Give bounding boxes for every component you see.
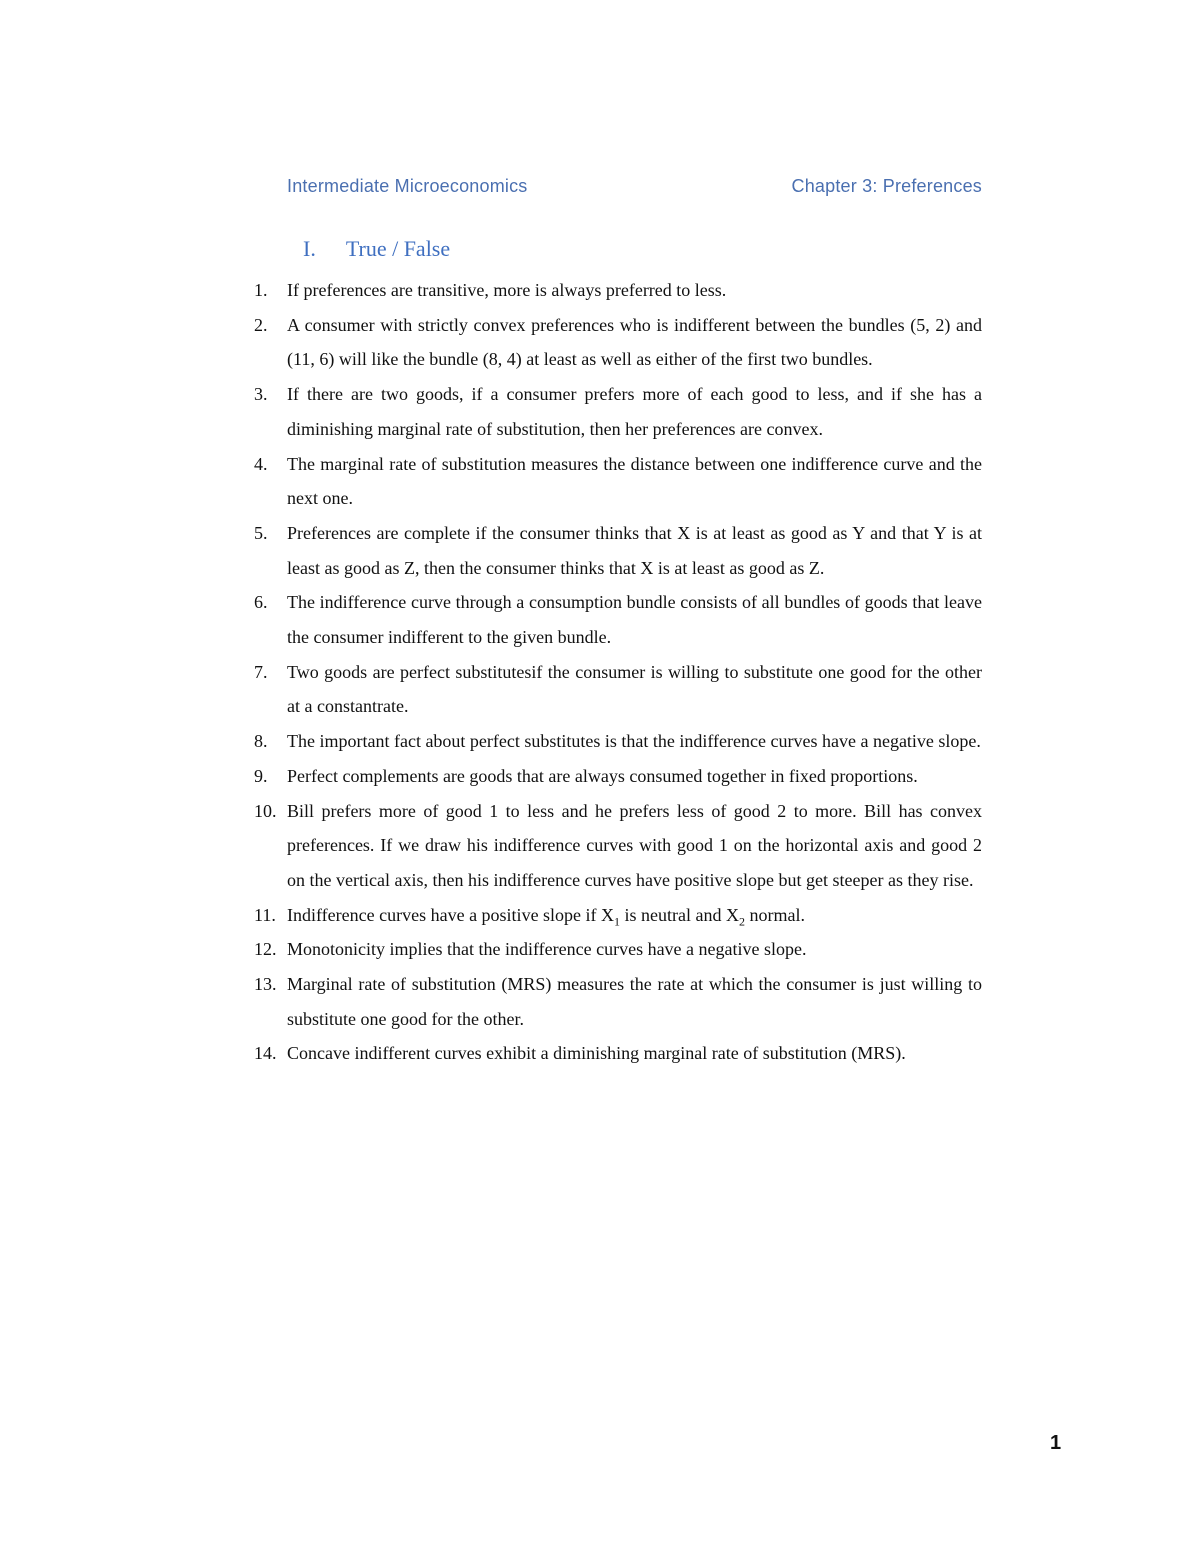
- question-item: [254, 585, 982, 654]
- question-text: Bill prefers more of good 1 to less and he prefers less of good 2 to more. Bill has convex preferences. If we draw his indifference curves with good 1 on the horizontal axis and good 2 on the vertical axis, then his indifference curves have positive slope but get steeper as they rise.: [287, 800, 982, 890]
- header-chapter-title: Chapter 3: Preferences: [791, 176, 982, 196]
- section-heading: [303, 236, 450, 262]
- question-number: 10.: [254, 800, 277, 821]
- question-item: [254, 377, 982, 446]
- question-text-part: Indifference curves have a positive slope if X: [287, 904, 615, 925]
- question-number: 9.: [254, 765, 268, 786]
- question-text: [287, 898, 982, 933]
- question-item: [254, 273, 982, 308]
- question-text: If preferences are transitive, more is always preferred to less.: [287, 280, 727, 300]
- question-number: 5.: [254, 522, 268, 543]
- question-number: 2.: [254, 314, 268, 335]
- question-item: [254, 967, 982, 1036]
- question-list: [254, 273, 982, 1071]
- question-item: [254, 759, 982, 794]
- question-item: [254, 898, 982, 933]
- page-header: [287, 176, 982, 197]
- question-number: 12.: [254, 939, 277, 960]
- question-number: 1.: [254, 280, 268, 300]
- question-number: 14.: [254, 1043, 277, 1064]
- question-item: [254, 447, 982, 516]
- section-title: True / False: [345, 236, 451, 261]
- question-text: Two goods are perfect substitutesif the consumer is willing to substitute one good for the other at a constantrate.: [287, 661, 982, 717]
- question-text: Concave indifferent curves exhibit a diminishing marginal rate of substitution (MRS).: [287, 1043, 906, 1064]
- question-text-part: is neutral and X: [620, 904, 740, 925]
- question-number: 7.: [254, 661, 268, 682]
- section-number: I.: [303, 236, 316, 261]
- question-text: A consumer with strictly convex preferences who is indifferent between the bundles (5, 2) and (11, 6) will like the bundle (8, 4) at least as well as either of the first two bundles.: [287, 314, 982, 370]
- question-text: Marginal rate of substitution (MRS) measures the rate at which the consumer is just willing to substitute one good for the other.: [287, 974, 982, 1029]
- question-text: Perfect complements are goods that are always consumed together in fixed proportions.: [287, 765, 918, 786]
- question-number: 8.: [254, 731, 268, 752]
- subscript: 2: [739, 914, 746, 929]
- question-text: The marginal rate of substitution measures the distance between one indifference curve and the next one.: [287, 453, 982, 509]
- question-number: 6.: [254, 592, 268, 613]
- question-item: [254, 308, 982, 377]
- question-item: [254, 1036, 982, 1071]
- question-text: Monotonicity implies that the indifference curves have a negative slope.: [287, 939, 807, 960]
- question-item: [254, 794, 982, 898]
- question-text: Preferences are complete if the consumer thinks that X is at least as good as Y and that Y is at least as good as Z, then the consumer thinks that X is at least as good as Z.: [287, 522, 982, 578]
- question-number: 13.: [254, 974, 277, 995]
- question-item: [254, 932, 982, 967]
- question-text-part: normal.: [745, 904, 806, 925]
- question-item: [254, 655, 982, 724]
- question-text: The important fact about perfect substitutes is that the indifference curves have a negative slope.: [287, 731, 981, 752]
- question-number: 11.: [254, 904, 276, 925]
- question-text: The indifference curve through a consumption bundle consists of all bundles of goods that leave the consumer indifferent to the given bundle.: [287, 592, 982, 648]
- question-item: [254, 516, 982, 585]
- question-number: 4.: [254, 453, 268, 474]
- page-number: 1: [1050, 1432, 1062, 1454]
- question-text: If there are two goods, if a consumer prefers more of each good to less, and if she has a diminishing marginal rate of substitution, then her preferences are convex.: [287, 384, 982, 439]
- question-number: 3.: [254, 384, 268, 405]
- subscript: 1: [614, 914, 621, 929]
- header-course-title: Intermediate Microeconomics: [287, 176, 528, 196]
- question-item: [254, 724, 982, 759]
